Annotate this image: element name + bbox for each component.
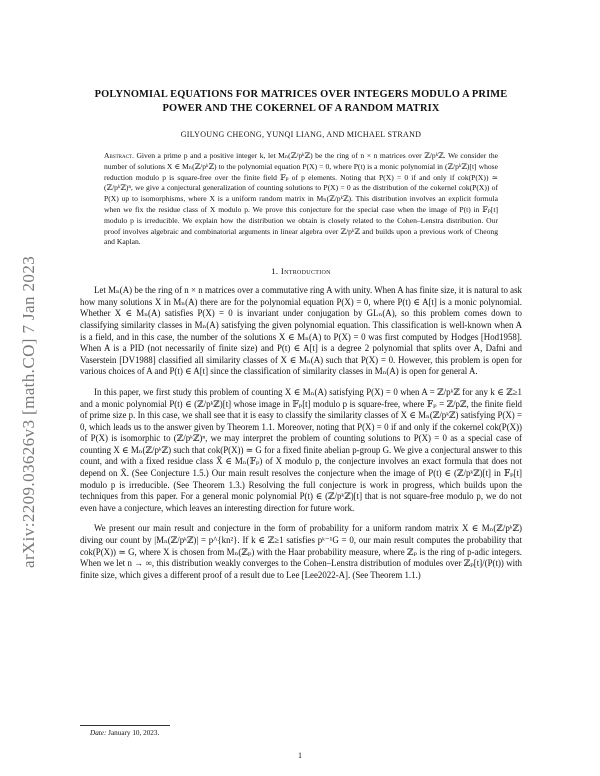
footnote-text: January 10, 2023. xyxy=(106,729,160,737)
arxiv-identifier-text: arXiv:2209.03626v3 [math.CO] 7 Jan 2023 xyxy=(19,255,38,568)
abstract-label: Abstract. xyxy=(104,151,134,160)
paper-page xyxy=(80,88,522,590)
page-number: 1 xyxy=(298,751,302,760)
footnote xyxy=(90,729,159,737)
arxiv-identifier xyxy=(14,188,42,568)
intro-paragraph-2: In this paper, we first study this problem of counting X ∈ Mₙ(A) satisfying P(X) = 0 when A = ℤ/pᵏℤ for any k ∈ ℤ≥1 and a monic polynomial P(t) ∈ (ℤ/pᵏℤ)[t] whose image in 𝔽ₚ[t] modulo p is square-free, where 𝔽ₚ = ℤ/pℤ, the finite field of prime size p. In this case, we shall see that it is easy to classify the similarity classes of X ∈ Mₙ(ℤ/pᵏℤ) satisfying P(X) = 0, which leads us to the answer given by Theorem 1.1. Moreover, noting that P(X) = 0 if and only if the cokernel cok(P(X)) of P(X) is isomorphic to (ℤ/pᵏℤ)ⁿ, we may interpret the problem of counting solutions to P(X) = 0 as a special case of counting X ∈ Mₙ(ℤ/pᵏℤ) such that cok(P(X)) ≃ G for a fixed finite abelian p-group G. We give a conjectural answer to this count, and with a fixed residue class X̄ ∈ Mₙ(𝔽ₚ) of X modulo p, the conjecture involves an exact formula that does not depend on X̄. (See Conjecture 1.5.) Our main result resolves the conjecture when the image of P(t) ∈ (ℤ/pᵏℤ)[t] in 𝔽ₚ[t] modulo p is irreducible. (See Theorem 1.3.) Resolving the full conjecture is work in progress, which builds upon the techniques from this paper. For a general monic polynomial P(t) ∈ (ℤ/pᵏℤ)[t] that is not square-free modulo p, we do not even have a conjecture, which leaves an interesting direction for future work. xyxy=(80,386,522,513)
footnote-label: Date: xyxy=(90,729,107,737)
intro-paragraph-1: Let Mₙ(A) be the ring of n × n matrices over a commutative ring A with unity. When A has finite size, it is natural to ask how many solutions X in Mₙ(A) there are for the polynomial equation P(X) = 0, where P(t) ∈ A[t] is a monic polynomial. Whether X ∈ Mₙ(A) satisfies P(X) = 0 is invariant under conjugation by GLₙ(A), so this problem comes down to classifying similarity classes in Mₙ(A) satisfying the given polynomial equation. This classification is well-known when A is a field, and in this case, the number of the solutions X ∈ Mₙ(A) to P(X) = 0 was first computed by Hodges [Hod1958]. When A is a PID (not necessarily of finite size) and P(t) ∈ A[t] is a degree 2 polynomial that splits over A, Dafni and Vaserstein [DV1988] classified all similarity classes of X ∈ Mₙ(A) such that P(X) = 0. However, this problem is open for various choices of A and P(t) ∈ A[t] since the classification of similarity classes in Mₙ(A) is open for general A. xyxy=(80,285,522,377)
arxiv-identifier-svg xyxy=(14,188,42,568)
section-heading-introduction: 1. Introduction xyxy=(271,266,331,277)
abstract-text: Given a prime p and a positive integer k, let Mₙ(ℤ/pᵏℤ) be the ring of n × n matrices over ℤ/pᵏℤ. We consider the number of solutions X ∈ Mₙ(ℤ/pᵏℤ) to the polynomial equation P(X) = 0, where P(t) is a monic polynomial in (ℤ/pᵏℤ)[t] whose reduction modulo p is square-free over the finite field 𝔽ₚ of p elements. Noting that P(X) = 0 if and only if cok(P(X)) ≃ (ℤ/pᵏℤ)ⁿ, we give a conjectural generalization of counting solutions to P(X) = 0 as the distribution of the cokernel cok(P(X)) of P(X) up to isomorphisms, where X is a uniform random matrix in Mₙ(ℤ/pᵏℤ). This distribution involves an explicit formula when we fix the residue class of X modulo p. We prove this conjecture for the special case when the image of P(t) in 𝔽ₚ[t] modulo p is irreducible. We explain how the distribution we obtain is closely related to the Cohen–Lenstra distribution. Our proof involves algebraic and combinatorial arguments in linear algebra over ℤ/pᵏℤ and builds upon a previous work of Cheong and Kaplan. xyxy=(104,151,498,247)
intro-paragraph-3: We present our main result and conjecture in the form of probability for a uniform random matrix X ∈ Mₙ(ℤ/pᵏℤ) diving our count by |Mₙ(ℤ/pᵏℤ)| = p^{kn²}. If k ∈ ℤ≥1 satisfies pᵏ⁻¹G = 0, our main result computes the probability that cok(P(X)) ≃ G, where X is chosen from Mₙ(ℤₚ) with the Haar probability measure, where ℤₚ is the ring of p-adic integers. When we let n → ∞, this distribution weakly converges to the Cohen–Lenstra distribution of modules over ℤₚ[t]/(P(t)) with finite size, which gives a different proof of a result due to Lee [Lee2022-A]. (See Theorem 1.1.) xyxy=(80,523,522,580)
paper-title: POLYNOMIAL EQUATIONS FOR MATRICES OVER INTEGERS MODULO A PRIME POWER AND THE COKERNEL OF A RANDOM MATRIX xyxy=(94,89,508,114)
footnote-rule xyxy=(80,725,170,726)
abstract xyxy=(104,151,498,248)
paper-authors: GILYOUNG CHEONG, YUNQI LIANG, AND MICHAEL STRAND xyxy=(180,130,422,139)
